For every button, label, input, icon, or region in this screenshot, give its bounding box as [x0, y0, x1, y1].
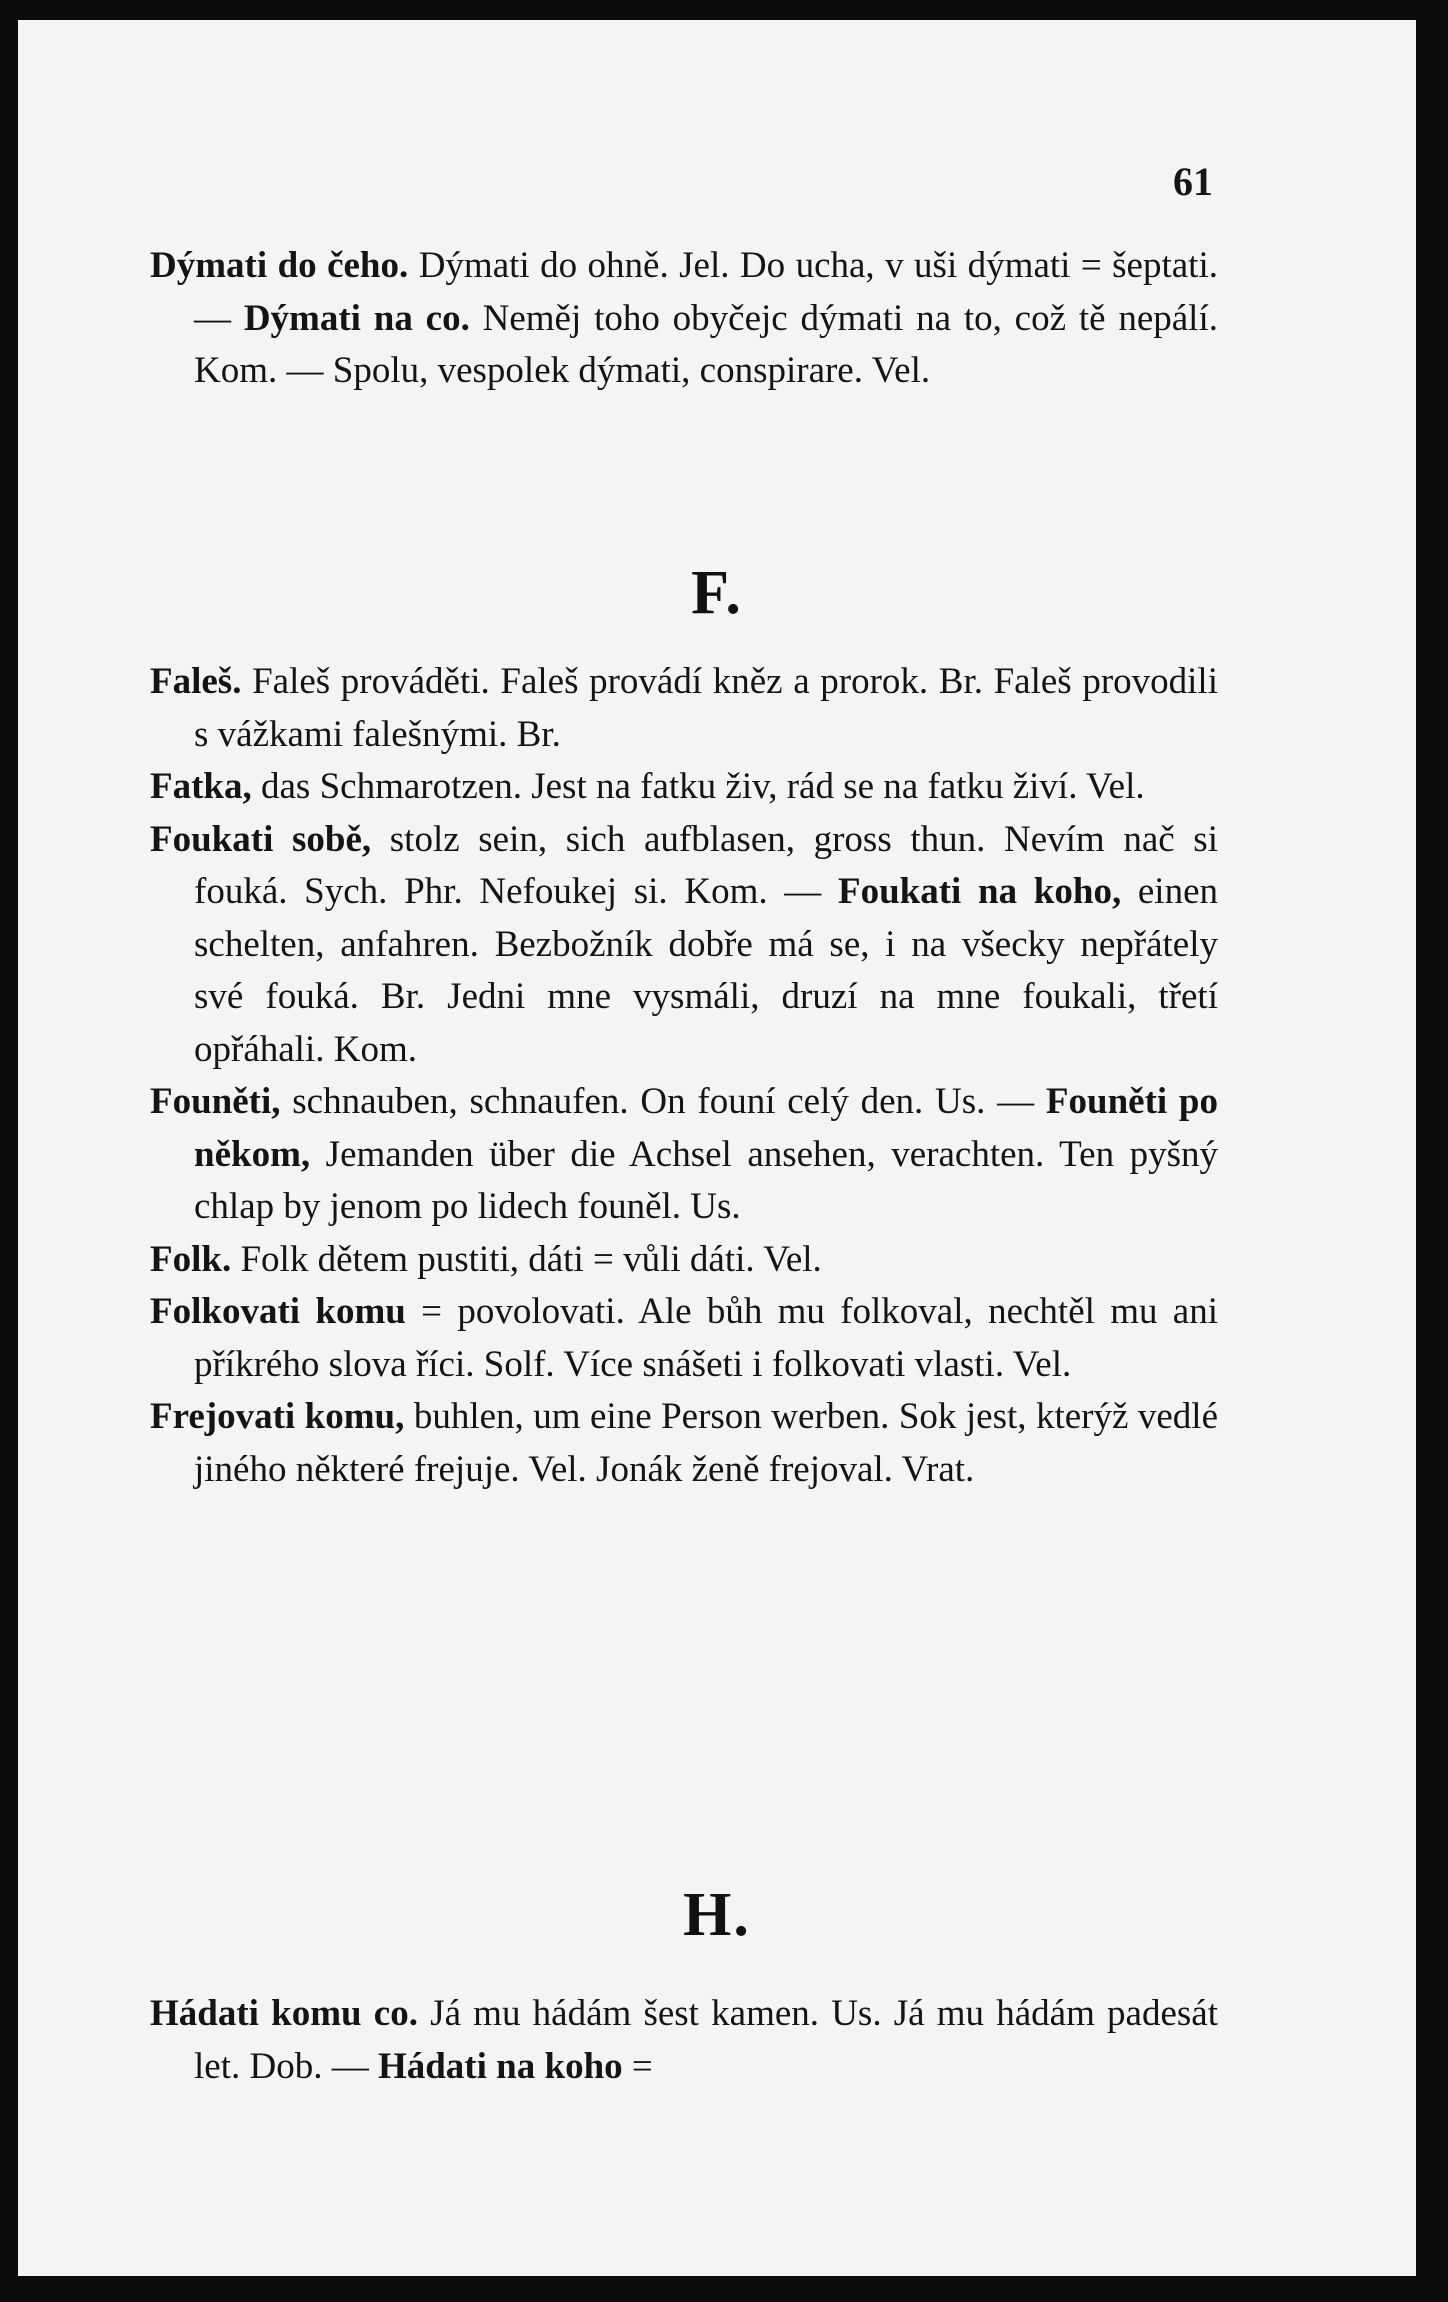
entry-text: schnauben, schnaufen. On founí celý den. Us. —: [280, 1081, 1046, 1122]
entry-subheadword: Founěti po někom,: [194, 1081, 1219, 1175]
entry-headword: Fatka,: [150, 766, 252, 807]
entry-text: das Schmarotzen. Jest na fatku živ, rád se na fatku živí. Vel.: [251, 766, 1145, 807]
dictionary-entry: [150, 761, 1218, 814]
entry-headword: Folkovati komu: [150, 1291, 406, 1332]
dictionary-entry: [150, 240, 1218, 398]
entry-text: Dýmati do ohně. Jel. Do ucha, v uši dýmati = šeptati. —: [194, 245, 1218, 339]
entries-block-f: [150, 656, 1218, 1496]
dictionary-entry: [150, 1391, 1218, 1496]
entry-headword: Founěti,: [150, 1081, 281, 1122]
dictionary-page: [18, 20, 1416, 2276]
dictionary-entry: [150, 814, 1218, 1077]
entry-text: Folk dětem pustiti, dáti = vůli dáti. Vel.: [231, 1238, 822, 1280]
dictionary-entry: [150, 656, 1218, 761]
entry-headword: Hádati komu co.: [150, 1993, 418, 2034]
dictionary-entry: [150, 1286, 1218, 1391]
entry-subheadword: Foukati na koho,: [837, 871, 1122, 912]
entry-text: Jemanden über die Achsel ansehen, verachten. Ten pyšný chlap by jenom po lidech founěl. Us.: [194, 1133, 1218, 1227]
entry-subheadword: Dýmati na co.: [243, 297, 470, 339]
entry-headword: Folk.: [150, 1238, 232, 1280]
page-number: 61: [1173, 159, 1213, 204]
entries-block-d: [150, 240, 1218, 398]
entry-text: einen schelten, anfahren. Bezbožník dobře má se, i na všecky nepřátely své fouká. Br. Jedni mne vysmáli, druzí na mne foukali, třetí opřáhali. Kom.: [194, 871, 1219, 1070]
section-heading-f: F.: [691, 559, 743, 627]
entry-text: = povolovati. Ale bůh mu folkoval, nechtěl mu ani příkrého slova říci. Solf. Více snášeti i folkovati vlasti. Vel.: [194, 1291, 1218, 1385]
entries-block-h: [150, 1988, 1218, 2093]
section-heading-h: H.: [683, 1881, 751, 1949]
entry-text: buhlen, um eine Person werben. Sok jest, kterýž vedlé jiného některé frejuje. Vel. Jonák ženě frejoval. Vrat.: [194, 1396, 1218, 1490]
entry-text: =: [622, 2045, 653, 2087]
entry-text: Neměj toho obyčejc dýmati na to, což tě nepálí. Kom. — Spolu, vespolek dýmati, conspirare. Vel.: [194, 297, 1218, 391]
dictionary-entry: [150, 1076, 1218, 1234]
entry-subheadword: Hádati na koho: [377, 2045, 623, 2087]
entry-headword: Faleš.: [150, 661, 242, 702]
entry-text: stolz sein, sich aufblasen, gross thun. Nevím nač si fouká. Sych. Phr. Nefoukej si. Kom. —: [194, 818, 1218, 912]
entry-text: Faleš prováděti. Faleš provádí kněz a prorok. Br. Faleš provodili s vážkami falešnými. Br.: [194, 661, 1218, 755]
entry-text: Já mu hádám šest kamen. Us. Já mu hádám padesát let. Dob. —: [194, 1993, 1218, 2087]
dictionary-entry: [150, 1234, 1218, 1287]
entry-headword: Foukati sobě,: [150, 818, 372, 860]
dictionary-entry: [150, 1988, 1218, 2093]
entry-headword: Dýmati do čeho.: [150, 245, 409, 286]
entry-headword: Frejovati komu,: [150, 1396, 405, 1437]
